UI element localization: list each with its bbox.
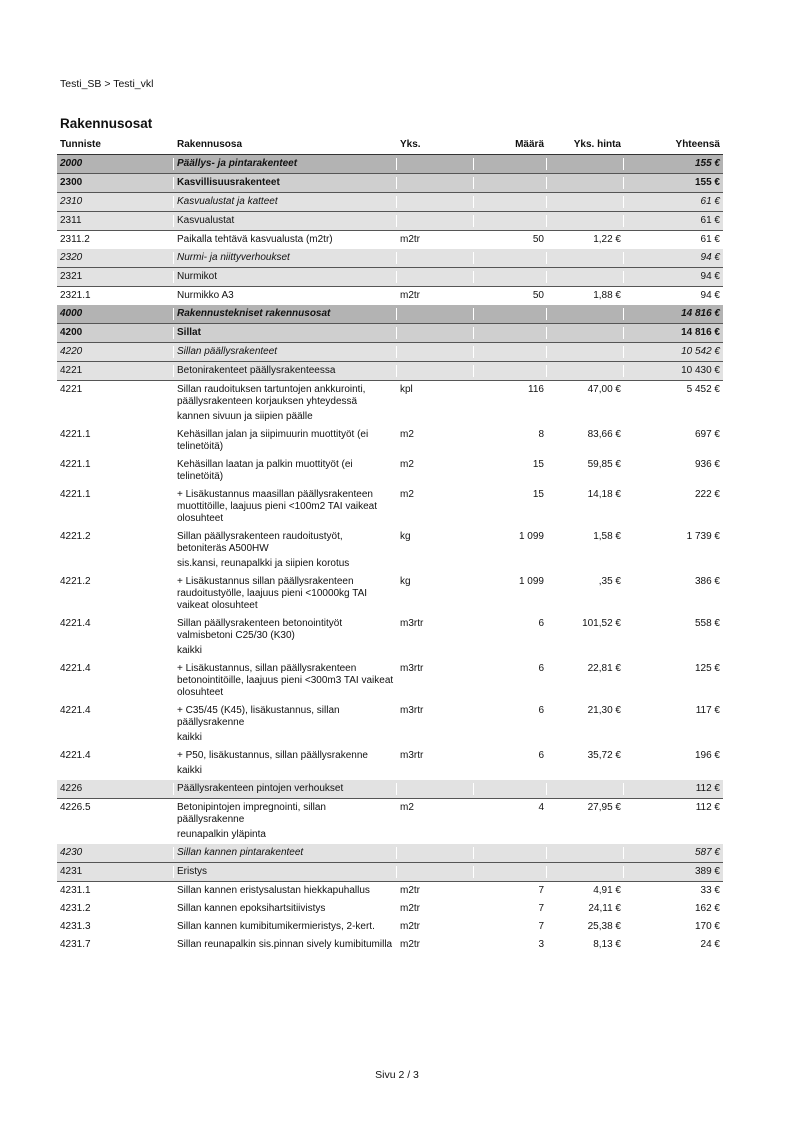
cell-name: reunapalkin yläpinta xyxy=(177,829,266,840)
cell-id: 4221.1 xyxy=(60,489,91,500)
cell-quantity xyxy=(474,196,547,208)
cell-quantity xyxy=(474,215,547,227)
cell-name: Paikalla tehtävä kasvualusta (m2tr) xyxy=(177,234,333,245)
cell-quantity xyxy=(474,847,547,859)
cell-name: Sillan kannen kumibitumikermieristys, 2-kert. xyxy=(177,921,375,932)
cell-id xyxy=(57,732,174,744)
cell-name: Sillat xyxy=(174,327,397,339)
cell-total: 61 € xyxy=(700,215,720,226)
cell-total: 24 € xyxy=(700,939,720,950)
category-row xyxy=(57,268,723,287)
cell-quantity: 4 xyxy=(538,802,544,813)
cell-total: 558 € xyxy=(694,618,720,629)
cell-quantity xyxy=(474,346,547,358)
subgroup-row xyxy=(57,249,723,268)
cell-unit xyxy=(397,308,474,320)
item-row xyxy=(57,381,723,411)
cell-total: 587 € xyxy=(694,847,720,858)
cell-id: 4221.4 xyxy=(60,663,91,674)
cell-total: 697 € xyxy=(694,429,720,440)
cell-unit xyxy=(397,158,474,170)
cell-total: 389 € xyxy=(694,866,720,877)
cell-unit: kpl xyxy=(400,384,413,395)
category-row xyxy=(57,863,723,882)
cell-unit-price: 21,30 € xyxy=(587,705,621,716)
cell-id: 2321 xyxy=(57,271,174,283)
cell-id xyxy=(57,411,174,423)
cell-unit-price xyxy=(547,215,624,227)
cell-name: Sillan kannen epoksihartsitiivistys xyxy=(177,903,326,914)
cell-name: sis.kansi, reunapalkki ja siipien korotus xyxy=(177,558,350,569)
cell-unit xyxy=(397,327,474,339)
column-header-quantity: Määrä xyxy=(515,139,544,150)
cell-total: 14 816 € xyxy=(681,327,720,338)
item-row xyxy=(57,287,723,305)
cell-total: 125 € xyxy=(694,663,720,674)
cell-unit-price xyxy=(547,308,624,320)
cell-unit xyxy=(397,866,474,878)
cell-total: 33 € xyxy=(700,885,720,896)
cell-unit-price: 83,66 € xyxy=(587,429,621,440)
cell-total: 170 € xyxy=(694,921,720,932)
cell-id: 4231.2 xyxy=(60,903,91,914)
cell-total: 196 € xyxy=(694,750,720,761)
column-header-id: Tunniste xyxy=(60,139,101,150)
cell-quantity xyxy=(474,765,547,777)
cell-id: 4226.5 xyxy=(60,802,91,813)
cell-id: 2321.1 xyxy=(60,290,91,301)
cell-quantity: 50 xyxy=(532,234,544,245)
subgroup-row xyxy=(57,193,723,212)
cell-unit xyxy=(397,215,474,227)
cell-unit: m3rtr xyxy=(400,750,424,761)
cell-id: 4221.4 xyxy=(60,705,91,716)
cell-id: 4226 xyxy=(57,783,174,795)
cell-unit xyxy=(397,177,474,189)
cell-name: Sillan kannen pintarakenteet xyxy=(174,847,397,859)
cell-id: 4231.1 xyxy=(60,885,91,896)
cell-unit-price: 101,52 € xyxy=(582,618,621,629)
cell-name: Sillan raudoituksen tartuntojen ankkurointi, päällysrakenteen korjauksen yhteydessä xyxy=(177,384,366,407)
cell-unit: m2 xyxy=(400,802,414,813)
cell-id xyxy=(57,558,174,570)
column-header-total: Yhteensä xyxy=(675,139,720,150)
cell-quantity xyxy=(474,783,547,795)
cell-unit: m3rtr xyxy=(400,663,424,674)
cell-id: 4200 xyxy=(57,327,174,339)
cell-id: 4000 xyxy=(57,308,174,320)
cell-name: Kasvillisuusrakenteet xyxy=(174,177,397,189)
cell-total: 155 € xyxy=(694,158,720,169)
column-header-name: Rakennusosa xyxy=(177,139,243,150)
cell-total: 936 € xyxy=(694,459,720,470)
cell-quantity: 6 xyxy=(538,663,544,674)
group-row xyxy=(57,174,723,193)
cell-id: 2311.2 xyxy=(60,234,90,245)
cell-unit: m2tr xyxy=(400,290,420,301)
cell-quantity: 3 xyxy=(538,939,544,950)
item-row xyxy=(57,573,723,615)
cell-unit-price xyxy=(547,346,624,358)
cell-id: 2000 xyxy=(57,158,174,170)
cell-unit-price xyxy=(547,158,624,170)
cell-quantity: 1 099 xyxy=(518,531,544,542)
cell-id: 4221 xyxy=(57,365,174,377)
note-row xyxy=(57,558,723,573)
cell-unit-price: 1,22 € xyxy=(593,234,621,245)
cell-unit-price: 22,81 € xyxy=(587,663,621,674)
cell-name: Kasvualustat xyxy=(174,215,397,227)
cell-total xyxy=(624,829,723,841)
cell-total: 112 € xyxy=(695,802,720,813)
cost-table xyxy=(57,136,723,954)
cell-total: 94 € xyxy=(700,271,720,282)
cell-unit-price xyxy=(547,365,624,377)
item-row xyxy=(57,456,723,486)
cell-name: kaikki xyxy=(177,732,203,743)
cell-name: Betonirakenteet päällysrakenteessa xyxy=(174,365,397,377)
cell-unit xyxy=(397,196,474,208)
category-row xyxy=(57,362,723,381)
cell-unit-price xyxy=(547,327,624,339)
column-header-unit: Yks. xyxy=(400,139,421,150)
cell-id xyxy=(57,765,174,777)
cell-unit-price xyxy=(547,177,624,189)
cell-quantity: 15 xyxy=(532,489,544,500)
cell-quantity xyxy=(474,252,547,264)
cell-name: + P50, lisäkustannus, sillan päällysrakenne xyxy=(177,750,368,761)
cell-name: Nurmikko A3 xyxy=(177,290,234,301)
cell-id: 4231 xyxy=(57,866,174,878)
cell-name: kannen sivuun ja siipien päälle xyxy=(177,411,313,422)
cell-total: 94 € xyxy=(700,290,720,301)
subgroup-row xyxy=(57,343,723,362)
cell-total: 1 739 € xyxy=(686,531,720,542)
cell-unit-price: 1,88 € xyxy=(593,290,621,301)
cell-id: 4221.2 xyxy=(60,531,91,542)
item-row xyxy=(57,231,723,249)
cell-unit: kg xyxy=(400,531,411,542)
category-row xyxy=(57,212,723,231)
cell-id: 2311 xyxy=(57,215,174,227)
cell-quantity: 6 xyxy=(538,705,544,716)
cell-name: Kehäsillan laatan ja palkin muottityöt (ei telinetöitä) xyxy=(177,459,353,482)
cell-name: Kehäsillan jalan ja siipimuurin muottityöt (ei telinetöitä) xyxy=(177,429,369,452)
cell-unit xyxy=(397,365,474,377)
cell-unit: m2tr xyxy=(400,903,420,914)
cell-unit xyxy=(397,847,474,859)
cell-total xyxy=(624,558,723,570)
cell-unit-price xyxy=(547,783,624,795)
note-row xyxy=(57,645,723,660)
cell-id: 4221 xyxy=(60,384,83,395)
item-row xyxy=(57,747,723,765)
cell-unit-price xyxy=(547,645,624,657)
cell-quantity xyxy=(474,177,547,189)
cell-unit-price: 27,95 € xyxy=(587,802,621,813)
group-row-main xyxy=(57,155,723,174)
cell-quantity xyxy=(474,645,547,657)
cell-total: 94 € xyxy=(700,252,720,263)
cell-total: 10 430 € xyxy=(681,365,720,376)
note-row xyxy=(57,411,723,426)
cell-id xyxy=(57,645,174,657)
cell-quantity: 50 xyxy=(532,290,544,301)
cell-unit xyxy=(397,829,474,841)
cell-name: Betonipintojen impregnointi, sillan päällysrakenne xyxy=(177,802,326,825)
cell-unit-price: 47,00 € xyxy=(587,384,621,395)
item-row xyxy=(57,936,723,954)
item-row xyxy=(57,900,723,918)
cell-unit: kg xyxy=(400,576,411,587)
category-row xyxy=(57,780,723,799)
cell-name: Sillan päällysrakenteen raudoitustyöt, betoniteräs A500HW xyxy=(177,531,343,554)
cell-total: 61 € xyxy=(700,196,720,207)
page-number: Sivu 2 / 3 xyxy=(375,1069,419,1081)
cell-unit-price: 25,38 € xyxy=(587,921,621,932)
cell-name: Nurmi- ja niittyverhoukset xyxy=(174,252,397,264)
cell-total xyxy=(624,645,723,657)
column-header-unit-price: Yks. hinta xyxy=(573,139,621,150)
cell-unit-price xyxy=(547,847,624,859)
cell-unit-price: 1,58 € xyxy=(593,531,621,542)
cell-total: 155 € xyxy=(694,177,720,188)
cell-name: + Lisäkustannus sillan päällysrakenteen raudoitustyölle, laajuus pieni <10000kg TAI vaikeat olosuhteet xyxy=(177,576,368,611)
cell-name: Sillan päällysrakenteet xyxy=(174,346,397,358)
cell-quantity: 6 xyxy=(538,618,544,629)
table-body xyxy=(57,155,723,954)
cell-unit xyxy=(397,558,474,570)
cell-quantity: 7 xyxy=(538,903,544,914)
item-row xyxy=(57,528,723,558)
item-row xyxy=(57,615,723,645)
note-row xyxy=(57,765,723,780)
cell-quantity: 6 xyxy=(538,750,544,761)
cell-total: 222 € xyxy=(694,489,720,500)
cell-unit-price xyxy=(547,829,624,841)
cell-quantity xyxy=(474,558,547,570)
cell-unit-price xyxy=(547,252,624,264)
cell-unit-price: 35,72 € xyxy=(587,750,621,761)
cell-quantity xyxy=(474,829,547,841)
cell-id: 4220 xyxy=(57,346,174,358)
cell-quantity: 1 099 xyxy=(518,576,544,587)
cell-unit: m2tr xyxy=(400,921,420,932)
cell-quantity xyxy=(474,365,547,377)
cell-unit xyxy=(397,765,474,777)
cell-unit-price: 4,91 € xyxy=(593,885,621,896)
cell-total: 5 452 € xyxy=(686,384,720,395)
item-row xyxy=(57,918,723,936)
cell-quantity: 7 xyxy=(538,921,544,932)
cell-unit-price xyxy=(547,271,624,283)
cell-id: 4221.4 xyxy=(60,618,91,629)
cell-unit-price: ,35 € xyxy=(598,576,621,587)
cell-unit xyxy=(397,346,474,358)
cell-total xyxy=(624,765,723,777)
cell-quantity xyxy=(474,271,547,283)
table-header xyxy=(57,136,723,155)
cell-name: Sillan reunapalkin sis.pinnan sively kumibitumilla xyxy=(177,939,393,950)
cell-name: Päällys- ja pintarakenteet xyxy=(174,158,397,170)
cell-name: Päällysrakenteen pintojen verhoukset xyxy=(174,783,397,795)
cell-name: kaikki xyxy=(177,765,203,776)
cell-unit-price xyxy=(547,196,624,208)
cell-id: 4221.2 xyxy=(60,576,91,587)
cell-unit xyxy=(397,783,474,795)
cell-unit: m2 xyxy=(400,459,414,470)
subgroup-row xyxy=(57,844,723,863)
cell-name: Nurmikot xyxy=(174,271,397,283)
cell-id: 2310 xyxy=(57,196,174,208)
cell-name: + Lisäkustannus maasillan päällysrakenteen muottitöille, laajuus pieni <100m2 TAI vaikeat olosuhteet xyxy=(177,489,378,524)
cell-quantity: 15 xyxy=(532,459,544,470)
cell-quantity xyxy=(474,866,547,878)
item-row xyxy=(57,799,723,829)
group-row-main xyxy=(57,305,723,324)
cell-total: 117 € xyxy=(695,705,720,716)
cell-id: 2300 xyxy=(57,177,174,189)
cell-unit xyxy=(397,411,474,423)
item-row xyxy=(57,882,723,900)
cell-id xyxy=(57,829,174,841)
cell-name: Eristys xyxy=(174,866,397,878)
note-row xyxy=(57,829,723,844)
cell-unit: m2tr xyxy=(400,885,420,896)
cell-quantity: 7 xyxy=(538,885,544,896)
note-row xyxy=(57,732,723,747)
cell-unit xyxy=(397,732,474,744)
cell-total: 162 € xyxy=(694,903,720,914)
cell-total: 112 € xyxy=(695,783,720,794)
cell-quantity: 116 xyxy=(528,384,544,395)
cell-id: 4221.4 xyxy=(60,750,91,761)
item-row xyxy=(57,426,723,456)
cell-name: Sillan päällysrakenteen betonointityöt valmisbetoni C25/30 (K30) xyxy=(177,618,343,641)
cell-quantity: 8 xyxy=(538,429,544,440)
cell-total: 61 € xyxy=(700,234,720,245)
cell-unit-price xyxy=(547,558,624,570)
cell-name: + C35/45 (K45), lisäkustannus, sillan päällysrakenne xyxy=(177,705,340,728)
cell-unit-price: 14,18 € xyxy=(587,489,621,500)
item-row xyxy=(57,660,723,702)
item-row xyxy=(57,486,723,528)
cell-quantity xyxy=(474,411,547,423)
cell-id: 4221.1 xyxy=(60,459,91,470)
cell-id: 4221.1 xyxy=(60,429,91,440)
cell-unit-price xyxy=(547,765,624,777)
cell-name: Rakennustekniset rakennusosat xyxy=(174,308,397,320)
cell-total: 14 816 € xyxy=(681,308,720,319)
cell-total xyxy=(624,732,723,744)
cell-unit xyxy=(397,271,474,283)
cell-total: 10 542 € xyxy=(681,346,720,357)
cell-id: 4230 xyxy=(57,847,174,859)
page-title: Rakennusosat xyxy=(60,116,153,131)
cell-unit: m3rtr xyxy=(400,705,424,716)
cell-id: 2320 xyxy=(57,252,174,264)
cell-quantity xyxy=(474,327,547,339)
cell-unit-price xyxy=(547,411,624,423)
item-row xyxy=(57,702,723,732)
cell-id: 4231.7 xyxy=(60,939,91,950)
cell-unit: m2tr xyxy=(400,939,420,950)
cell-quantity xyxy=(474,732,547,744)
cell-unit-price: 24,11 € xyxy=(588,903,621,914)
cell-unit-price: 8,13 € xyxy=(593,939,621,950)
cell-unit-price xyxy=(547,732,624,744)
cell-unit-price xyxy=(547,866,624,878)
breadcrumb: Testi_SB > Testi_vkl xyxy=(60,78,154,90)
cell-unit: m2 xyxy=(400,489,414,500)
cell-unit: m2tr xyxy=(400,234,420,245)
cell-total: 386 € xyxy=(694,576,720,587)
cell-unit: m3rtr xyxy=(400,618,424,629)
cell-name: Kasvualustat ja katteet xyxy=(174,196,397,208)
cell-total xyxy=(624,411,723,423)
cell-unit: m2 xyxy=(400,429,414,440)
group-row xyxy=(57,324,723,343)
cell-unit xyxy=(397,645,474,657)
cell-name: kaikki xyxy=(177,645,203,656)
cell-quantity xyxy=(474,308,547,320)
cell-id: 4231.3 xyxy=(60,921,91,932)
cell-name: Sillan kannen eristysalustan hiekkapuhallus xyxy=(177,885,370,896)
cell-name: + Lisäkustannus, sillan päällysrakenteen betonointitöille, laajuus pieni <300m3 TAI vaikeat olosuhteet xyxy=(177,663,394,698)
cell-quantity xyxy=(474,158,547,170)
cell-unit-price: 59,85 € xyxy=(587,459,621,470)
cell-unit xyxy=(397,252,474,264)
